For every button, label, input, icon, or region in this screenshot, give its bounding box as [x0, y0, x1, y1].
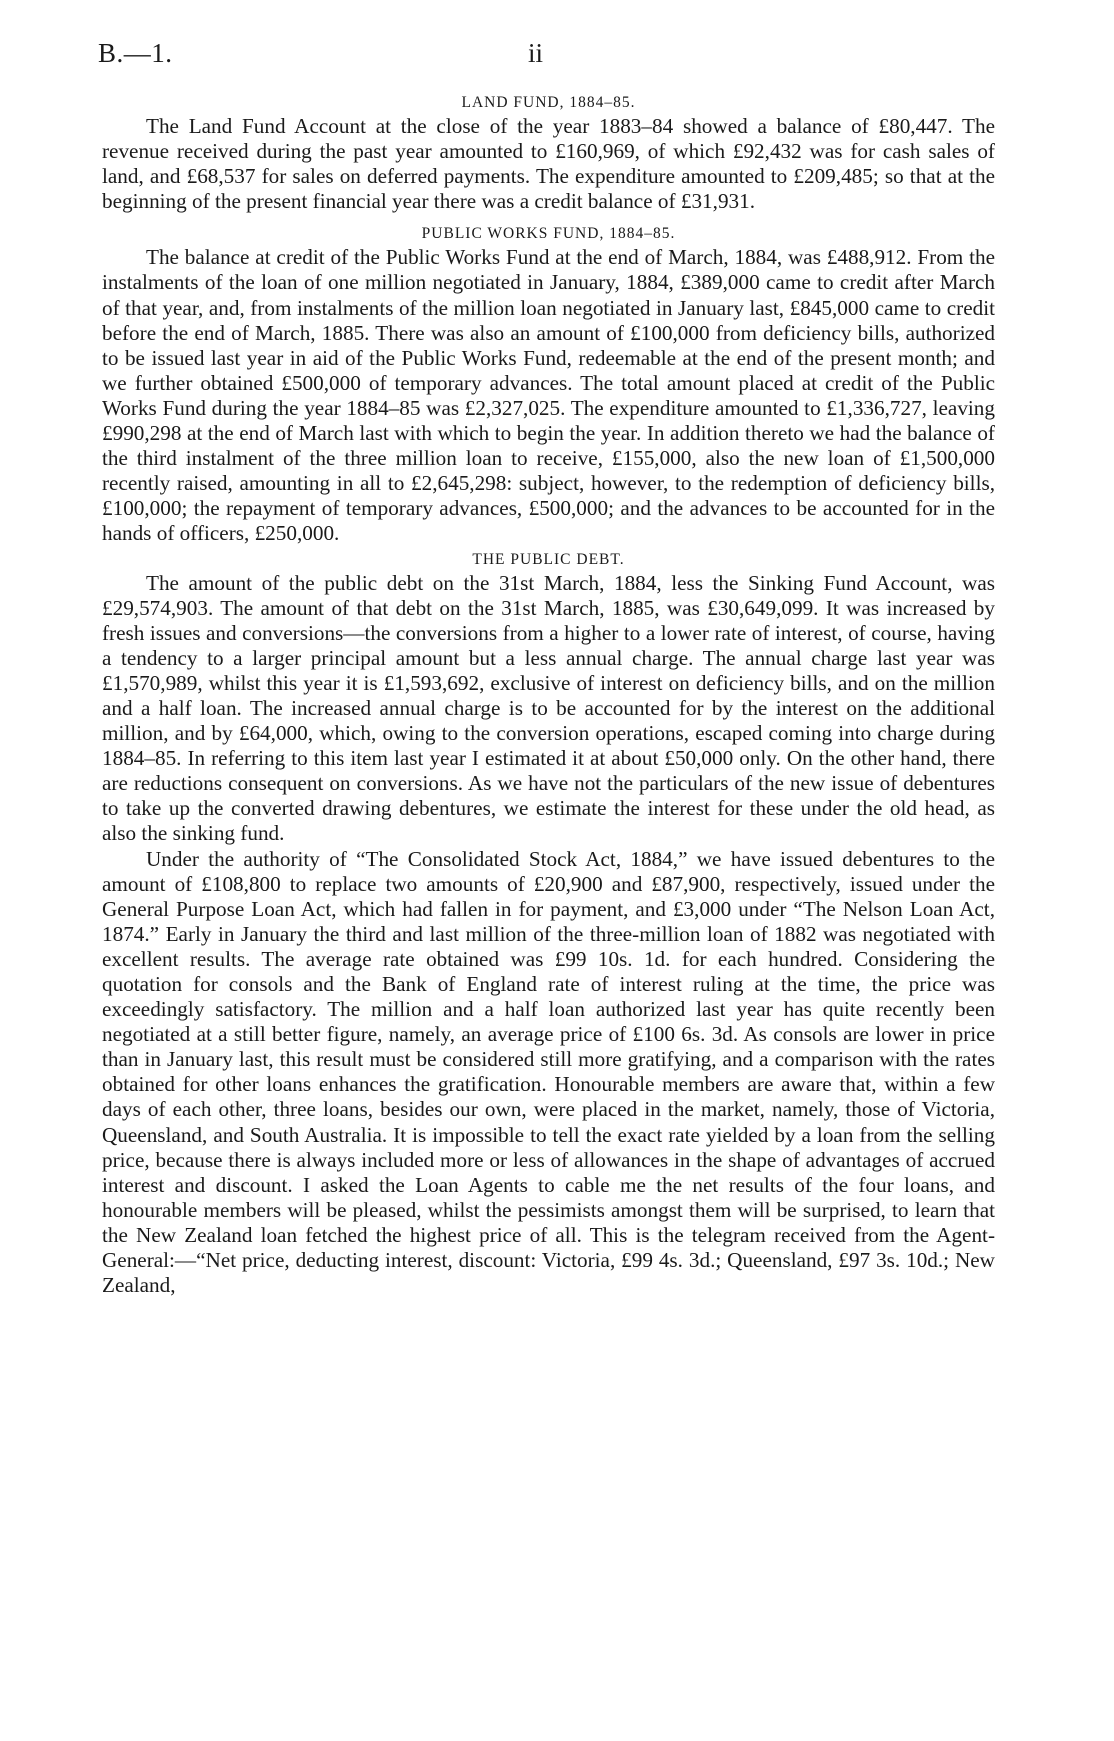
public-works-fund-section	[102, 223, 995, 546]
section-heading-land-fund: LAND FUND, 1884–85.	[461, 94, 636, 111]
page-number: ii	[528, 38, 544, 68]
section-heading-public-works-fund: PUBLIC WORKS FUND, 1884–85.	[421, 225, 676, 243]
public-debt-paragraph-1: The amount of the public debt on the 31st March, 1884, less the Sinking Fund Account, was £29,574,903. The amount of that debt on the 31st March, 1885, was £30,649,099. It was increased by fresh issues and conversions—the conversions from a higher to a lower rate of interest, of course, having a tendency to a larger principal amount but a less annual charge. The annual charge last year was £1,570,989, whilst this year it is £1,593,692, exclusive of interest on deficiency bills, and on the million and a half loan. The increased annual charge is to be accounted for by the interest on the additional million, and by £64,000, which, owing to the conversion operations, escaped coming into charge during 1884–85. In referring to this item last year I estimated it at about £50,000 only. On the other hand, there are reductions consequent on conversions. As we have not the particulars of the new issue of debentures to take up the converted drawing debentures, we estimate the interest for these under the old head, as also the sinking fund.	[102, 570, 995, 846]
land-fund-section	[102, 92, 995, 214]
public-debt-paragraph-2: Under the authority of “The Consolidated Stock Act, 1884,” we have issued debentures to the amount of £108,800 to replace two amounts of £20,900 and £87,900, respectively, issued under the General Purpose Loan Act, which had fallen in for payment, and £3,000 under “The Nelson Loan Act, 1874.” Early in January the third and last million of the three-million loan of 1882 was negotiated with excellent results. The average rate obtained was £99 10s. 1d. for each hundred. Considering the quotation for consols and the Bank of England rate of interest ruling at the time, the price was exceedingly satisfactory. The million and a half loan authorized last year has quite recently been negotiated at a still better figure, namely, an average price of £100 6s. 3d. As consols are lower in price than in January last, this result must be considered still more gratifying, and a comparison with the rates obtained for other loans enhances the gratification. Honourable members are aware that, within a few days of each other, three loans, besides our own, were placed in the market, namely, those of Victoria, Queensland, and South Australia. It is impossible to tell the exact rate yielded by a loan from the selling price, because there is always included more or less of allowances in the shape of advantages of accrued interest and discount. I asked the Loan Agents to cable me the net results of the four loans, and honourable members will be pleased, whilst the pessimists amongst them will be surprised, to learn that the New Zealand loan fetched the highest price of all. This is the telegram received from the Agent-General:—“Net price, deducting interest, discount: Victoria, £99 4s. 3d.; Queensland, £97 3s. 10d.; New Zealand,	[102, 846, 995, 1298]
document-body	[102, 92, 995, 1298]
public-works-fund-paragraph: The balance at credit of the Public Works Fund at the end of March, 1884, was £488,912. From the instalments of the loan of one million negotiated in January, 1884, £389,000 came to credit after March of that year, and, from instalments of the million loan negotiated in January last, £845,000 came to credit before the end of March, 1885. There was also an amount of £100,000 from deficiency bills, authorized to be issued last year in aid of the Public Works Fund, redeemable at the end of the present month; and we further obtained £500,000 of temporary advances. The total amount placed at credit of the Public Works Fund during the year 1884–85 was £2,327,025. The expenditure amounted to £1,336,727, leaving £990,298 at the end of March last with which to begin the year. In addition thereto we had the balance of the third instalment of the three million loan to receive, £155,000, also the new loan of £1,500,000 recently raised, amounting in all to £2,645,298: subject, however, to the redemption of deficiency bills, £100,000; the repayment of temporary advances, £500,000; and the advances to be accounted for in the hands of officers, £250,000.	[102, 245, 995, 546]
public-debt-section	[102, 549, 995, 1299]
land-fund-paragraph: The Land Fund Account at the close of the year 1883–84 showed a balance of £80,447. The revenue received during the past year amounted to £160,969, of which £92,432 was for cash sales of land, and £68,537 for sales on deferred payments. The expenditure amounted to £209,485; so that at the beginning of the present financial year there was a credit balance of £31,931.	[102, 114, 995, 214]
section-heading-public-debt: THE PUBLIC DEBT.	[472, 550, 625, 568]
page-reference: B.—1.	[98, 38, 173, 68]
